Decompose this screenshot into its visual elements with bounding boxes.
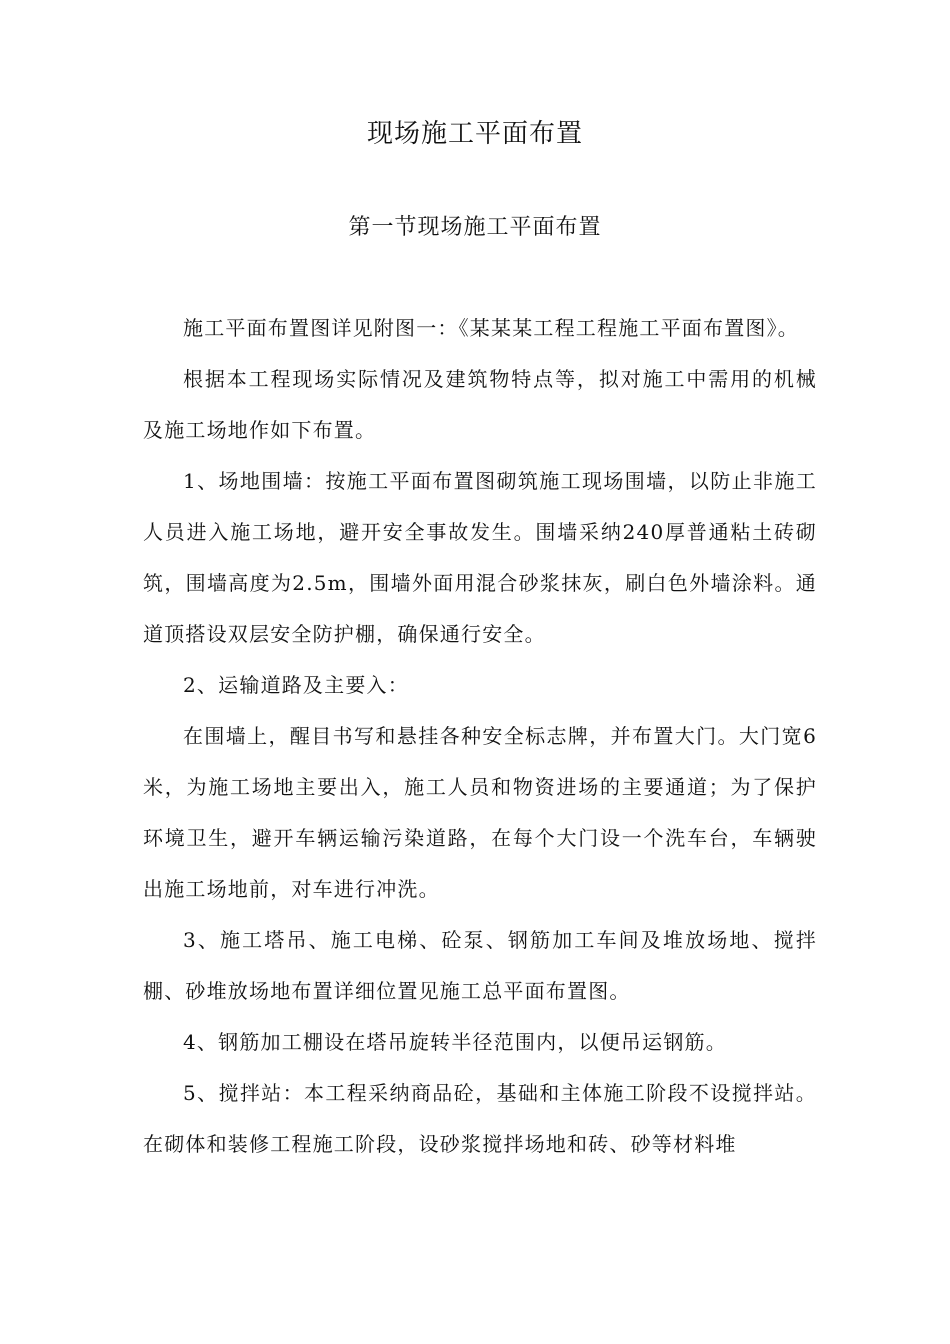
paragraph-mixing-station: 5、搅拌站：本工程采纳商品砼，基础和主体施工阶段不设搅拌站。在砌体和装修工程施工阶段，设砂浆搅拌场地和砖、砂等材料堆 [143,1081,817,1156]
paragraph-gates: 在围墙上，醒目书写和悬挂各种安全标志牌，并布置大门。大门宽6米，为施工场地主要出入，施工人员和物资进场的主要通道；为了保护环境卫生，避开车辆运输污染道路，在每个大门设一个洗车台，车辆驶出施工场地前，对车进行冲洗。 [143,724,817,901]
paragraph-layout-reference: 施工平面布置图详见附图一：《某某某工程工程施工平面布置图》。 [183,316,799,340]
paragraph-rebar-shed: 4、钢筋加工棚设在塔吊旋转半径范围内，以便吊运钢筋。 [183,1030,727,1054]
document-title: 现场施工平面布置 [366,119,583,149]
section-title: 第一节现场施工平面布置 [348,215,602,240]
document-body [143,303,817,1170]
paragraph-equipment-locations: 3、施工塔吊、施工电梯、砼泵、钢筋加工车间及堆放场地、搅拌棚、砂堆放场地布置详细位置见施工总平面布置图。 [143,928,817,1003]
paragraph-site-wall: 1、场地围墙：按施工平面布置图砌筑施工现场围墙，以防止非施工人员进入施工场地，避开安全事故发生。围墙采纳240厚普通粘土砖砌筑，围墙高度为2.5m，围墙外面用混合砂浆抹灰，刷白色外墙涂料。通道顶搭设双层安全防护棚，确保通行安全。 [143,469,817,646]
paragraph-transport-roads: 2、运输道路及主要入： [183,673,409,697]
paragraph-basis: 根据本工程现场实际情况及建筑物特点等，拟对施工中需用的机械及施工场地作如下布置。 [143,367,817,442]
